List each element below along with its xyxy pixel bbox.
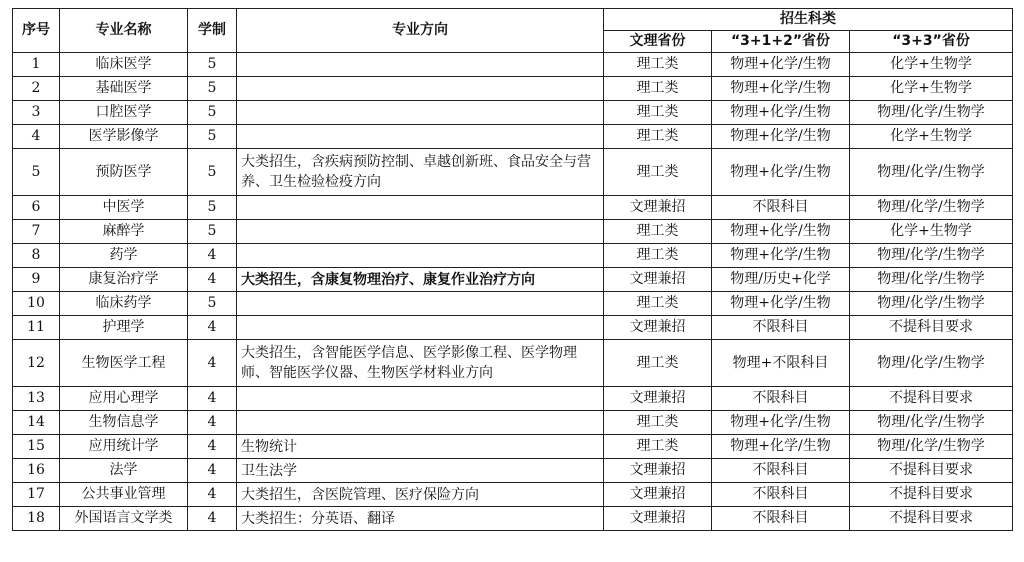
table-row [13, 220, 1013, 244]
cell-wenli: 理工类 [604, 101, 712, 125]
cell-33: 物理/化学/生物学 [850, 411, 1013, 435]
cell-years: 4 [188, 459, 237, 483]
cell-seq: 13 [13, 387, 60, 411]
cell-312: 物理+化学/生物 [712, 53, 850, 77]
cell-33: 物理/化学/生物学 [850, 292, 1013, 316]
cell-direction [237, 101, 604, 125]
header-33: “3+3”省份 [850, 31, 1013, 53]
cell-years: 5 [188, 220, 237, 244]
cell-33: 化学+生物学 [850, 53, 1013, 77]
cell-name: 口腔医学 [60, 101, 188, 125]
cell-wenli: 文理兼招 [604, 483, 712, 507]
table-row [13, 77, 1013, 101]
cell-312: 不限科目 [712, 507, 850, 531]
cell-seq: 6 [13, 196, 60, 220]
cell-312: 不限科目 [712, 316, 850, 340]
cell-312: 物理+化学/生物 [712, 149, 850, 196]
cell-33: 物理/化学/生物学 [850, 101, 1013, 125]
cell-wenli: 理工类 [604, 411, 712, 435]
cell-312: 物理+化学/生物 [712, 77, 850, 101]
cell-312: 物理+化学/生物 [712, 125, 850, 149]
header-name: 专业名称 [60, 9, 188, 53]
cell-seq: 5 [13, 149, 60, 196]
cell-312: 物理+化学/生物 [712, 292, 850, 316]
cell-seq: 9 [13, 268, 60, 292]
cell-name: 护理学 [60, 316, 188, 340]
cell-years: 5 [188, 53, 237, 77]
cell-name: 基础医学 [60, 77, 188, 101]
header-seq: 序号 [13, 9, 60, 53]
cell-wenli: 理工类 [604, 149, 712, 196]
cell-years: 4 [188, 244, 237, 268]
cell-name: 法学 [60, 459, 188, 483]
cell-wenli: 理工类 [604, 125, 712, 149]
table-row [13, 387, 1013, 411]
cell-direction [237, 411, 604, 435]
table-row [13, 316, 1013, 340]
cell-312: 物理+化学/生物 [712, 411, 850, 435]
cell-years: 4 [188, 507, 237, 531]
cell-312: 物理+化学/生物 [712, 220, 850, 244]
cell-seq: 11 [13, 316, 60, 340]
cell-seq: 3 [13, 101, 60, 125]
header-years: 学制 [188, 9, 237, 53]
table-row [13, 196, 1013, 220]
cell-wenli: 理工类 [604, 435, 712, 459]
cell-name: 公共事业管理 [60, 483, 188, 507]
cell-312: 物理+化学/生物 [712, 244, 850, 268]
cell-name: 医学影像学 [60, 125, 188, 149]
cell-wenli: 文理兼招 [604, 268, 712, 292]
table-row [13, 149, 1013, 196]
table-row [13, 411, 1013, 435]
cell-wenli: 文理兼招 [604, 387, 712, 411]
table-row [13, 483, 1013, 507]
cell-33: 化学+生物学 [850, 220, 1013, 244]
cell-33: 物理/化学/生物学 [850, 244, 1013, 268]
cell-seq: 15 [13, 435, 60, 459]
cell-direction: 大类招生：分英语、翻译 [237, 507, 604, 531]
cell-seq: 10 [13, 292, 60, 316]
cell-33: 物理/化学/生物学 [850, 149, 1013, 196]
cell-312: 不限科目 [712, 196, 850, 220]
cell-direction [237, 220, 604, 244]
cell-seq: 4 [13, 125, 60, 149]
cell-name: 生物信息学 [60, 411, 188, 435]
cell-direction: 生物统计 [237, 435, 604, 459]
table-row [13, 292, 1013, 316]
cell-33: 不提科目要求 [850, 459, 1013, 483]
table-row [13, 125, 1013, 149]
cell-direction [237, 387, 604, 411]
cell-name: 康复治疗学 [60, 268, 188, 292]
cell-wenli: 理工类 [604, 340, 712, 387]
cell-seq: 12 [13, 340, 60, 387]
cell-name: 生物医学工程 [60, 340, 188, 387]
cell-direction: 大类招生，含医院管理、医疗保险方向 [237, 483, 604, 507]
cell-33: 不提科目要求 [850, 507, 1013, 531]
cell-wenli: 理工类 [604, 77, 712, 101]
cell-name: 应用统计学 [60, 435, 188, 459]
cell-wenli: 理工类 [604, 53, 712, 77]
cell-direction [237, 244, 604, 268]
table-row [13, 459, 1013, 483]
cell-33: 化学+生物学 [850, 77, 1013, 101]
table-row [13, 435, 1013, 459]
cell-seq: 1 [13, 53, 60, 77]
cell-direction [237, 292, 604, 316]
cell-years: 5 [188, 149, 237, 196]
cell-name: 应用心理学 [60, 387, 188, 411]
header-wenli: 文理省份 [604, 31, 712, 53]
cell-years: 4 [188, 483, 237, 507]
cell-seq: 2 [13, 77, 60, 101]
cell-312: 不限科目 [712, 459, 850, 483]
cell-years: 4 [188, 340, 237, 387]
cell-33: 不提科目要求 [850, 387, 1013, 411]
cell-312: 物理+化学/生物 [712, 435, 850, 459]
header-direction: 专业方向 [237, 9, 604, 53]
cell-seq: 16 [13, 459, 60, 483]
cell-direction [237, 77, 604, 101]
cell-wenli: 文理兼招 [604, 316, 712, 340]
cell-312: 不限科目 [712, 483, 850, 507]
table-row [13, 340, 1013, 387]
table-row [13, 53, 1013, 77]
cell-years: 5 [188, 292, 237, 316]
cell-312: 物理/历史+化学 [712, 268, 850, 292]
cell-33: 物理/化学/生物学 [850, 340, 1013, 387]
cell-wenli: 文理兼招 [604, 507, 712, 531]
cell-wenli: 理工类 [604, 244, 712, 268]
cell-wenli: 文理兼招 [604, 196, 712, 220]
cell-direction: 大类招生，含疾病预防控制、卓越创新班、食品安全与营养、卫生检验检疫方向 [237, 149, 604, 196]
cell-years: 5 [188, 101, 237, 125]
cell-direction: 大类招生，含康复物理治疗、康复作业治疗方向 [237, 268, 604, 292]
cell-years: 5 [188, 77, 237, 101]
majors-table [12, 8, 1013, 531]
cell-wenli: 理工类 [604, 292, 712, 316]
cell-name: 麻醉学 [60, 220, 188, 244]
cell-name: 中医学 [60, 196, 188, 220]
cell-direction [237, 125, 604, 149]
cell-33: 物理/化学/生物学 [850, 196, 1013, 220]
table-row [13, 244, 1013, 268]
cell-name: 预防医学 [60, 149, 188, 196]
cell-wenli: 文理兼招 [604, 459, 712, 483]
cell-direction: 卫生法学 [237, 459, 604, 483]
cell-years: 5 [188, 196, 237, 220]
cell-wenli: 理工类 [604, 220, 712, 244]
cell-name: 外国语言文学类 [60, 507, 188, 531]
cell-years: 5 [188, 125, 237, 149]
cell-years: 4 [188, 316, 237, 340]
cell-years: 4 [188, 435, 237, 459]
cell-name: 药学 [60, 244, 188, 268]
table-row [13, 507, 1013, 531]
cell-seq: 8 [13, 244, 60, 268]
cell-seq: 17 [13, 483, 60, 507]
header-subjects-group: 招生科类 [604, 9, 1013, 31]
cell-name: 临床药学 [60, 292, 188, 316]
cell-direction [237, 53, 604, 77]
cell-33: 不提科目要求 [850, 316, 1013, 340]
table-row [13, 101, 1013, 125]
cell-312: 不限科目 [712, 387, 850, 411]
cell-seq: 14 [13, 411, 60, 435]
cell-years: 4 [188, 268, 237, 292]
cell-seq: 7 [13, 220, 60, 244]
cell-312: 物理+化学/生物 [712, 101, 850, 125]
table-row [13, 268, 1013, 292]
cell-33: 不提科目要求 [850, 483, 1013, 507]
cell-seq: 18 [13, 507, 60, 531]
cell-33: 物理/化学/生物学 [850, 268, 1013, 292]
cell-33: 物理/化学/生物学 [850, 435, 1013, 459]
cell-years: 4 [188, 411, 237, 435]
cell-direction [237, 196, 604, 220]
cell-33: 化学+生物学 [850, 125, 1013, 149]
cell-years: 4 [188, 387, 237, 411]
cell-direction [237, 316, 604, 340]
cell-direction: 大类招生，含智能医学信息、医学影像工程、医学物理师、智能医学仪器、生物医学材料业方向 [237, 340, 604, 387]
cell-312: 物理+不限科目 [712, 340, 850, 387]
cell-name: 临床医学 [60, 53, 188, 77]
header-312: “3+1+2”省份 [712, 31, 850, 53]
